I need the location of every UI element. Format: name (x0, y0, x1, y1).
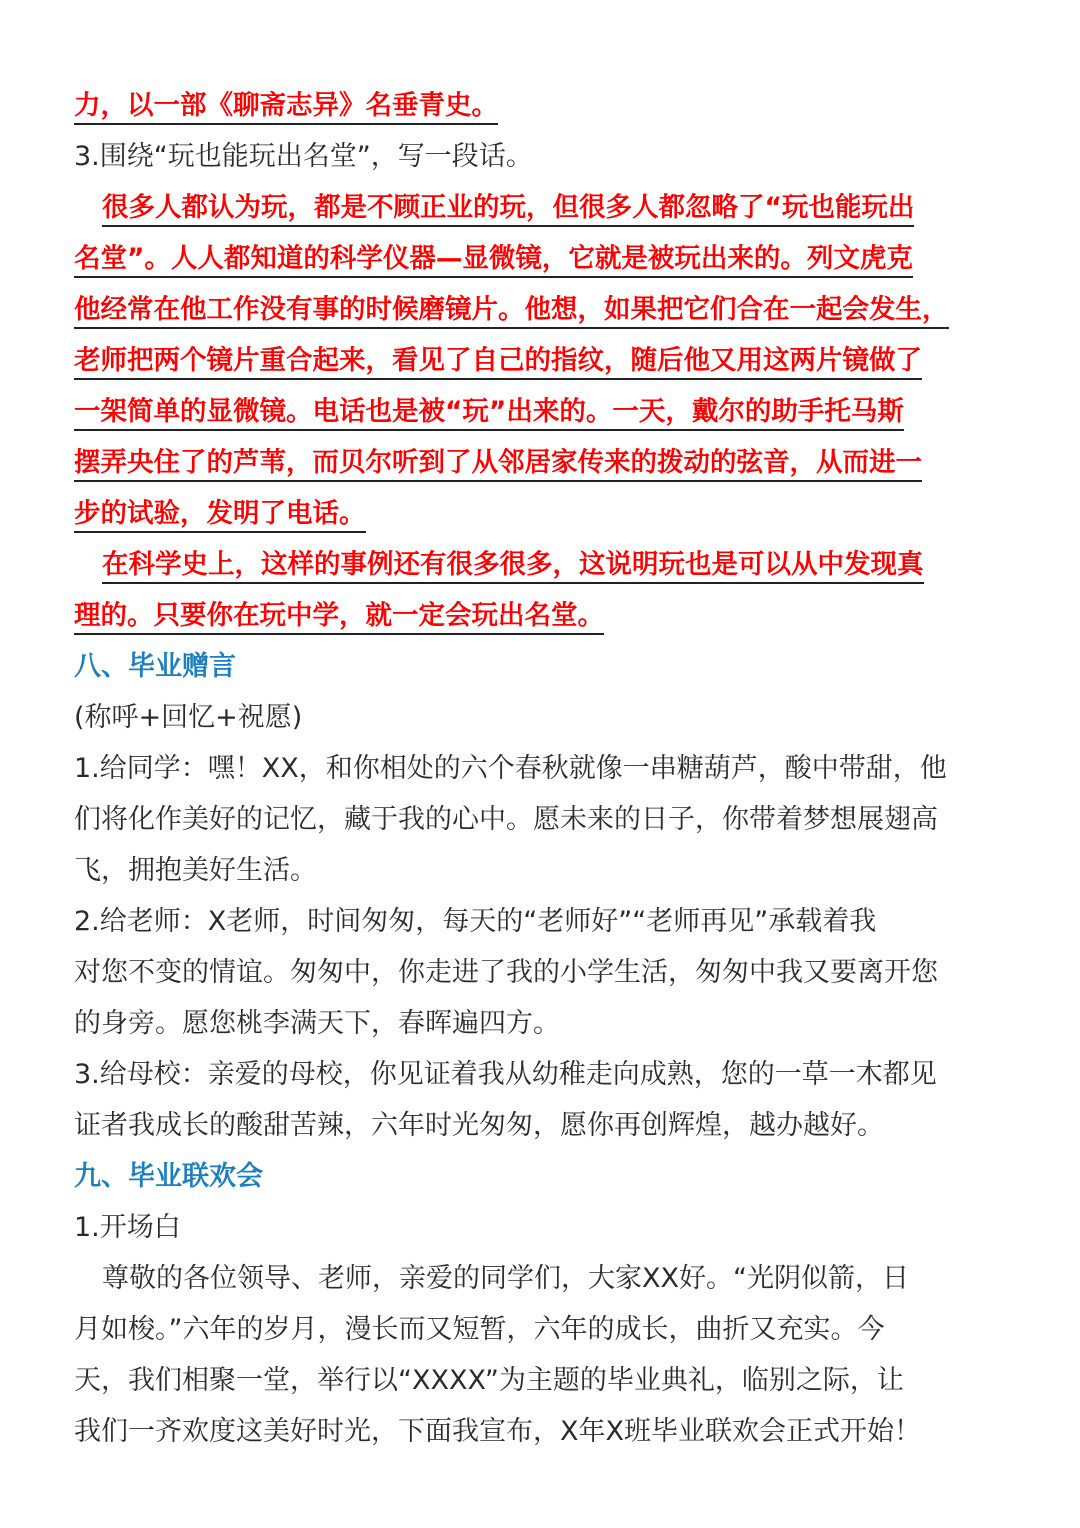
answer-text: 摆弄央住了的芦苇，而贝尔听到了从邻居家传来的拨动的弦音，从而进一 (74, 447, 922, 482)
answer-3-line-1 (74, 182, 1014, 233)
answer-3-line-7 (74, 488, 1014, 539)
answer-3-line-5 (74, 386, 1014, 437)
answer-3-para2-line-1 (74, 539, 1014, 590)
section-8-line-3: 飞，拥抱美好生活。 (74, 855, 317, 886)
section-9-line-1: 尊敬的各位领导、老师，亲爱的同学们，大家XX好。“光阴似箭，日 (102, 1263, 909, 1294)
answer-text: 他经常在他工作没有事的时候磨镜片。他想，如果把它们合在一起会发生， (74, 294, 949, 329)
answer-3-line-4 (74, 335, 1014, 386)
answer-text: 很多人都认为玩，都是不顾正业的玩，但很多人都忽略了“玩也能玩出 (102, 192, 914, 227)
answer-text: 理的。只要你在玩中学，就一定会玩出名堂。 (74, 600, 604, 635)
answer-3-para2-line-2 (74, 590, 1014, 641)
answer-3-line-6 (74, 437, 1014, 488)
section-9-line-3: 天，我们相聚一堂，举行以“XXXX”为主题的毕业典礼，临别之际，让 (74, 1365, 904, 1396)
section-8-format: (称呼+回忆+祝愿) (74, 702, 303, 733)
section-8-line-6: 的身旁。愿您桃李满天下，春晖遍四方。 (74, 1008, 560, 1039)
section-8-heading: 八、毕业赠言 (74, 651, 236, 682)
answer-3-line-2 (74, 233, 1014, 284)
answer-3-line-3 (74, 284, 1014, 335)
section-9-sub1: 1.开场白 (74, 1212, 181, 1243)
section-8-line-2: 们将化作美好的记忆，藏于我的心中。愿未来的日子，你带着梦想展翅高 (74, 804, 938, 835)
section-9-line-4: 我们一齐欢度这美好时光，下面我宣布，X年X班毕业联欢会正式开始！ (74, 1416, 921, 1447)
section-9-line-2: 月如梭。”六年的岁月，漫长而又短暂，六年的成长，曲折又充实。今 (74, 1314, 885, 1345)
answer-text: 一架简单的显微镜。电话也是被“玩”出来的。一天，戴尔的助手托马斯 (74, 396, 904, 431)
answer-line (74, 80, 1014, 131)
answer-text: 名堂”。人人都知道的科学仪器—显微镜，它就是被玩出来的。列文虎克 (74, 243, 913, 278)
section-8-line-7: 3.给母校：亲爱的母校，你见证着我从幼稚走向成熟，您的一草一木都见 (74, 1059, 937, 1090)
section-8-line-4: 2.给老师：X老师，时间匆匆，每天的“老师好”“老师再见”承载着我 (74, 906, 877, 937)
section-9-heading: 九、毕业联欢会 (74, 1161, 263, 1192)
answer-text: 力，以一部《聊斋志异》名垂青史。 (74, 90, 498, 125)
section-8-line-1: 1.给同学：嘿！XX，和你相处的六个春秋就像一串糖葫芦，酸中带甜，他 (74, 753, 947, 784)
question-3: 3.围绕“玩也能玩出名堂”，写一段话。 (74, 141, 533, 172)
section-8-line-8: 证者我成长的酸甜苦辣，六年时光匆匆，愿你再创辉煌，越办越好。 (74, 1110, 884, 1141)
answer-text: 在科学史上，这样的事例还有很多很多，这说明玩也是可以从中发现真 (102, 549, 924, 584)
answer-text: 老师把两个镜片重合起来，看见了自己的指纹，随后他又用这两片镜做了 (74, 345, 922, 380)
section-8-line-5: 对您不变的情谊。匆匆中，你走进了我的小学生活，匆匆中我又要离开您 (74, 957, 938, 988)
document-page (74, 80, 1014, 1457)
answer-text: 步的试验，发明了电话。 (74, 498, 366, 533)
